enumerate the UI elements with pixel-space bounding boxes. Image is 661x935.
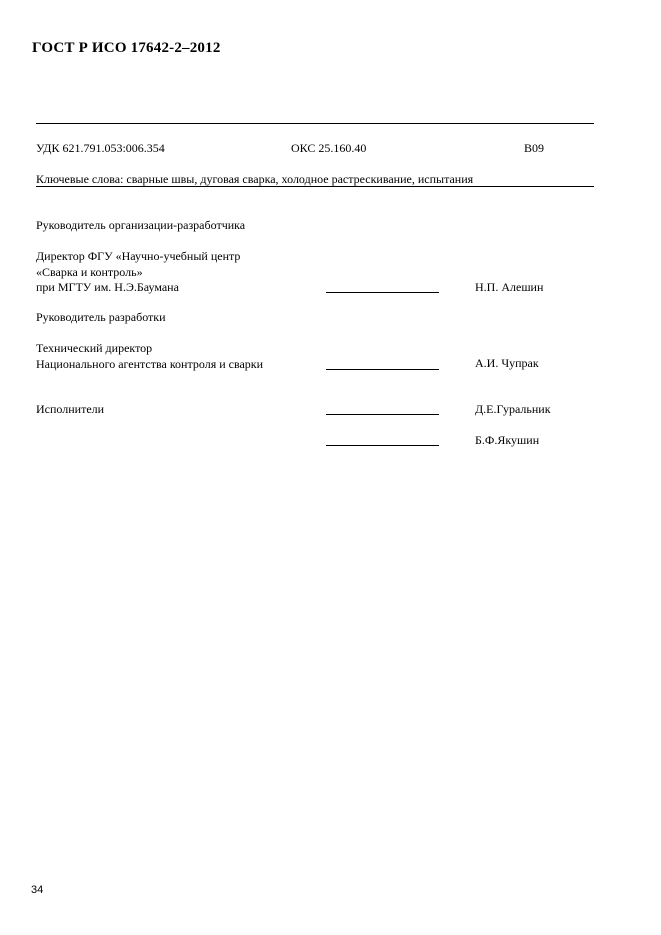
tech-director-name: А.И. Чупрак: [475, 356, 539, 370]
executor-signature-line: [326, 445, 439, 446]
classification-code: В09: [524, 141, 545, 155]
director-title-line: Директор ФГУ «Научно-учебный центр: [36, 249, 241, 263]
dev-head-label: Руководитель разработки: [36, 310, 166, 324]
executor-name: Б.Ф.Якушин: [475, 433, 540, 447]
org-head-label: Руководитель организации-разработчика: [36, 218, 246, 232]
director-title-block: [36, 249, 240, 296]
director-signature-line: [326, 292, 439, 293]
executor-name: Д.Е.Гуральник: [475, 402, 551, 416]
oks-code: ОКС 25.160.40: [291, 141, 367, 155]
tech-director-title-line: Национального агентства контроля и сварки: [36, 356, 264, 371]
document-header-title: ГОСТ Р ИСО 17642-2–2012: [32, 40, 221, 56]
director-title-line: «Сварка и контроль»: [36, 264, 143, 279]
director-name: Н.П. Алешин: [475, 280, 544, 294]
udk-code: УДК 621.791.053:006.354: [36, 141, 165, 155]
keywords-line: Ключевые слова: сварные швы, дуговая сварка, холодное растрескивание, испытания: [36, 172, 474, 186]
page-number: 34: [31, 884, 44, 896]
tech-director-title-line: Технический директор: [36, 341, 153, 355]
tech-director-signature-line: [326, 369, 439, 370]
executor-signature-line: [326, 414, 439, 415]
tech-director-title-block: [36, 341, 263, 372]
executors-label: Исполнители: [36, 402, 105, 416]
director-title-line: при МГТУ им. Н.Э.Баумана: [36, 280, 179, 294]
keywords-divider: [36, 186, 594, 187]
top-divider: [36, 123, 594, 124]
